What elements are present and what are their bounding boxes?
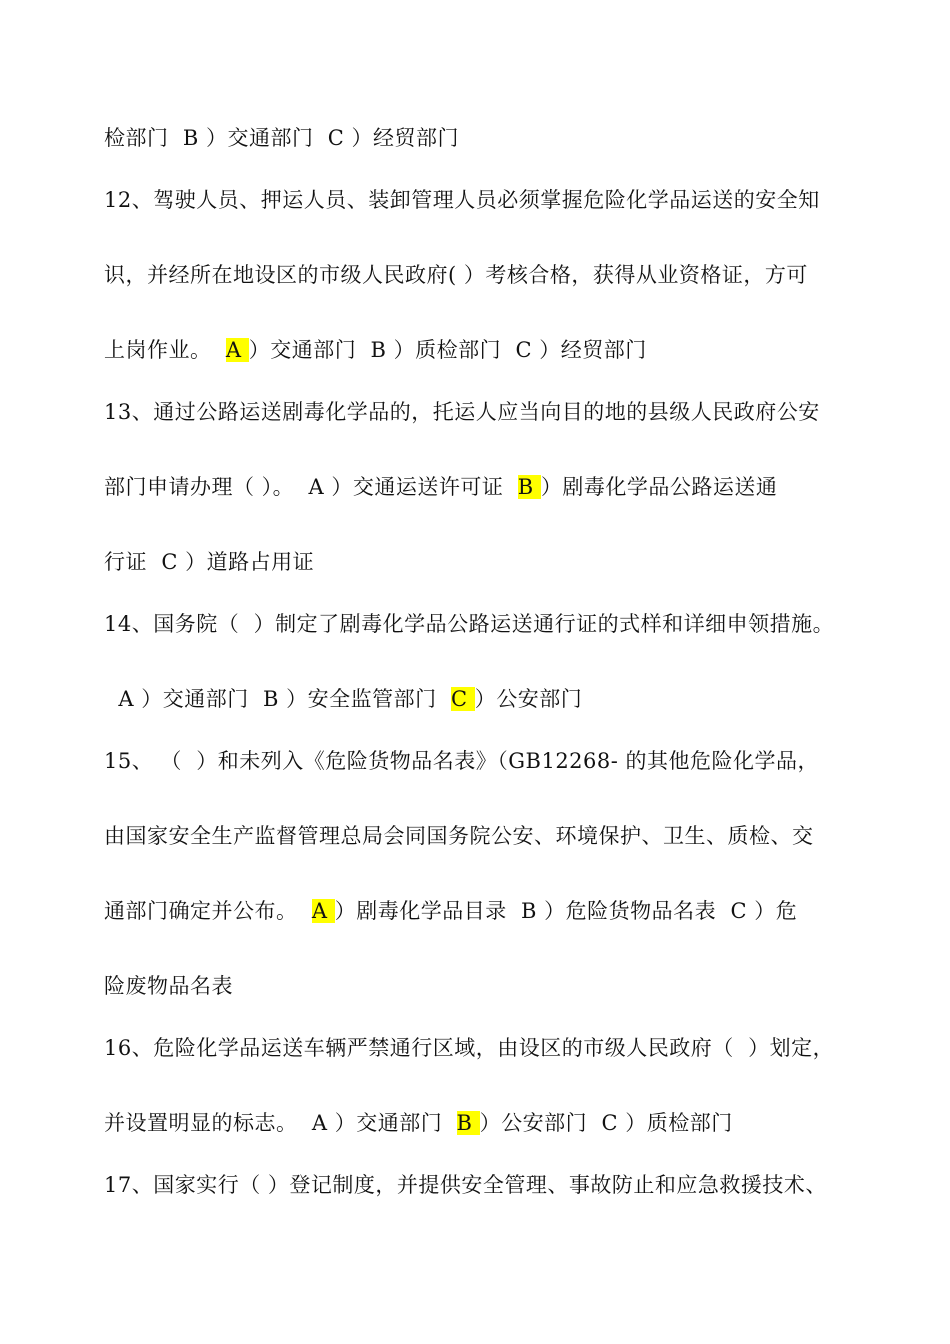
highlighted-answer: A bbox=[311, 899, 335, 923]
text-line: 14、国务院（ ）制定了剧毒化学品公路运送通行证的式样和详细申领措施。 bbox=[104, 612, 835, 636]
text-line: 13、通过公路运送剧毒化学品的，托运人应当向目的地的县级人民政府公安 bbox=[104, 400, 820, 424]
text-line: 部门申请办理（ ）。 A ）交通运送许可证 B ）剧毒化学品公路运送通 bbox=[104, 475, 778, 499]
text-line: 15、 （ ）和未列入《危险货物品名表》（GB12268- 的其他危险化学品， bbox=[104, 749, 820, 773]
text-line: 17、国家实行（ ）登记制度，并提供安全管理、事故防止和应急救援技术、 bbox=[104, 1173, 827, 1197]
text-line: 16、危险化学品运送车辆严禁通行区域，由设区的市级人民政府（ ）划定， bbox=[104, 1036, 835, 1060]
highlighted-answer: A bbox=[225, 338, 249, 362]
text-line: 通部门确定并公布。 A ）剧毒化学品目录 B ）危险货物品名表 C ）危 bbox=[104, 899, 798, 923]
text-line: A ）交通部门 B ）安全监管部门 C ）公安部门 bbox=[104, 687, 583, 711]
text-line: 行证 C ）道路占用证 bbox=[104, 550, 315, 574]
highlighted-answer: B bbox=[517, 475, 541, 499]
text-line: 并设置明显的标志。 A ）交通部门 B ）公安部门 C ）质检部门 bbox=[104, 1111, 733, 1135]
text-line: 检部门 B ）交通部门 C ）经贸部门 bbox=[104, 126, 460, 150]
text-line: 识，并经所在地设区的市级人民政府( ）考核合格，获得从业资格证，方可 bbox=[104, 263, 808, 287]
highlighted-answer: B bbox=[456, 1111, 480, 1135]
text-line: 上岗作业。 A ）交通部门 B ）质检部门 C ）经贸部门 bbox=[104, 338, 647, 362]
text-line: 12、驾驶人员、押运人员、装卸管理人员必须掌握危险化学品运送的安全知 bbox=[104, 188, 820, 212]
highlighted-answer: C bbox=[451, 687, 475, 711]
text-line: 由国家安全生产监督管理总局会同国务院公安、环境保护、卫生、质检、交 bbox=[104, 824, 814, 848]
text-line: 险废物品名表 bbox=[104, 974, 233, 998]
